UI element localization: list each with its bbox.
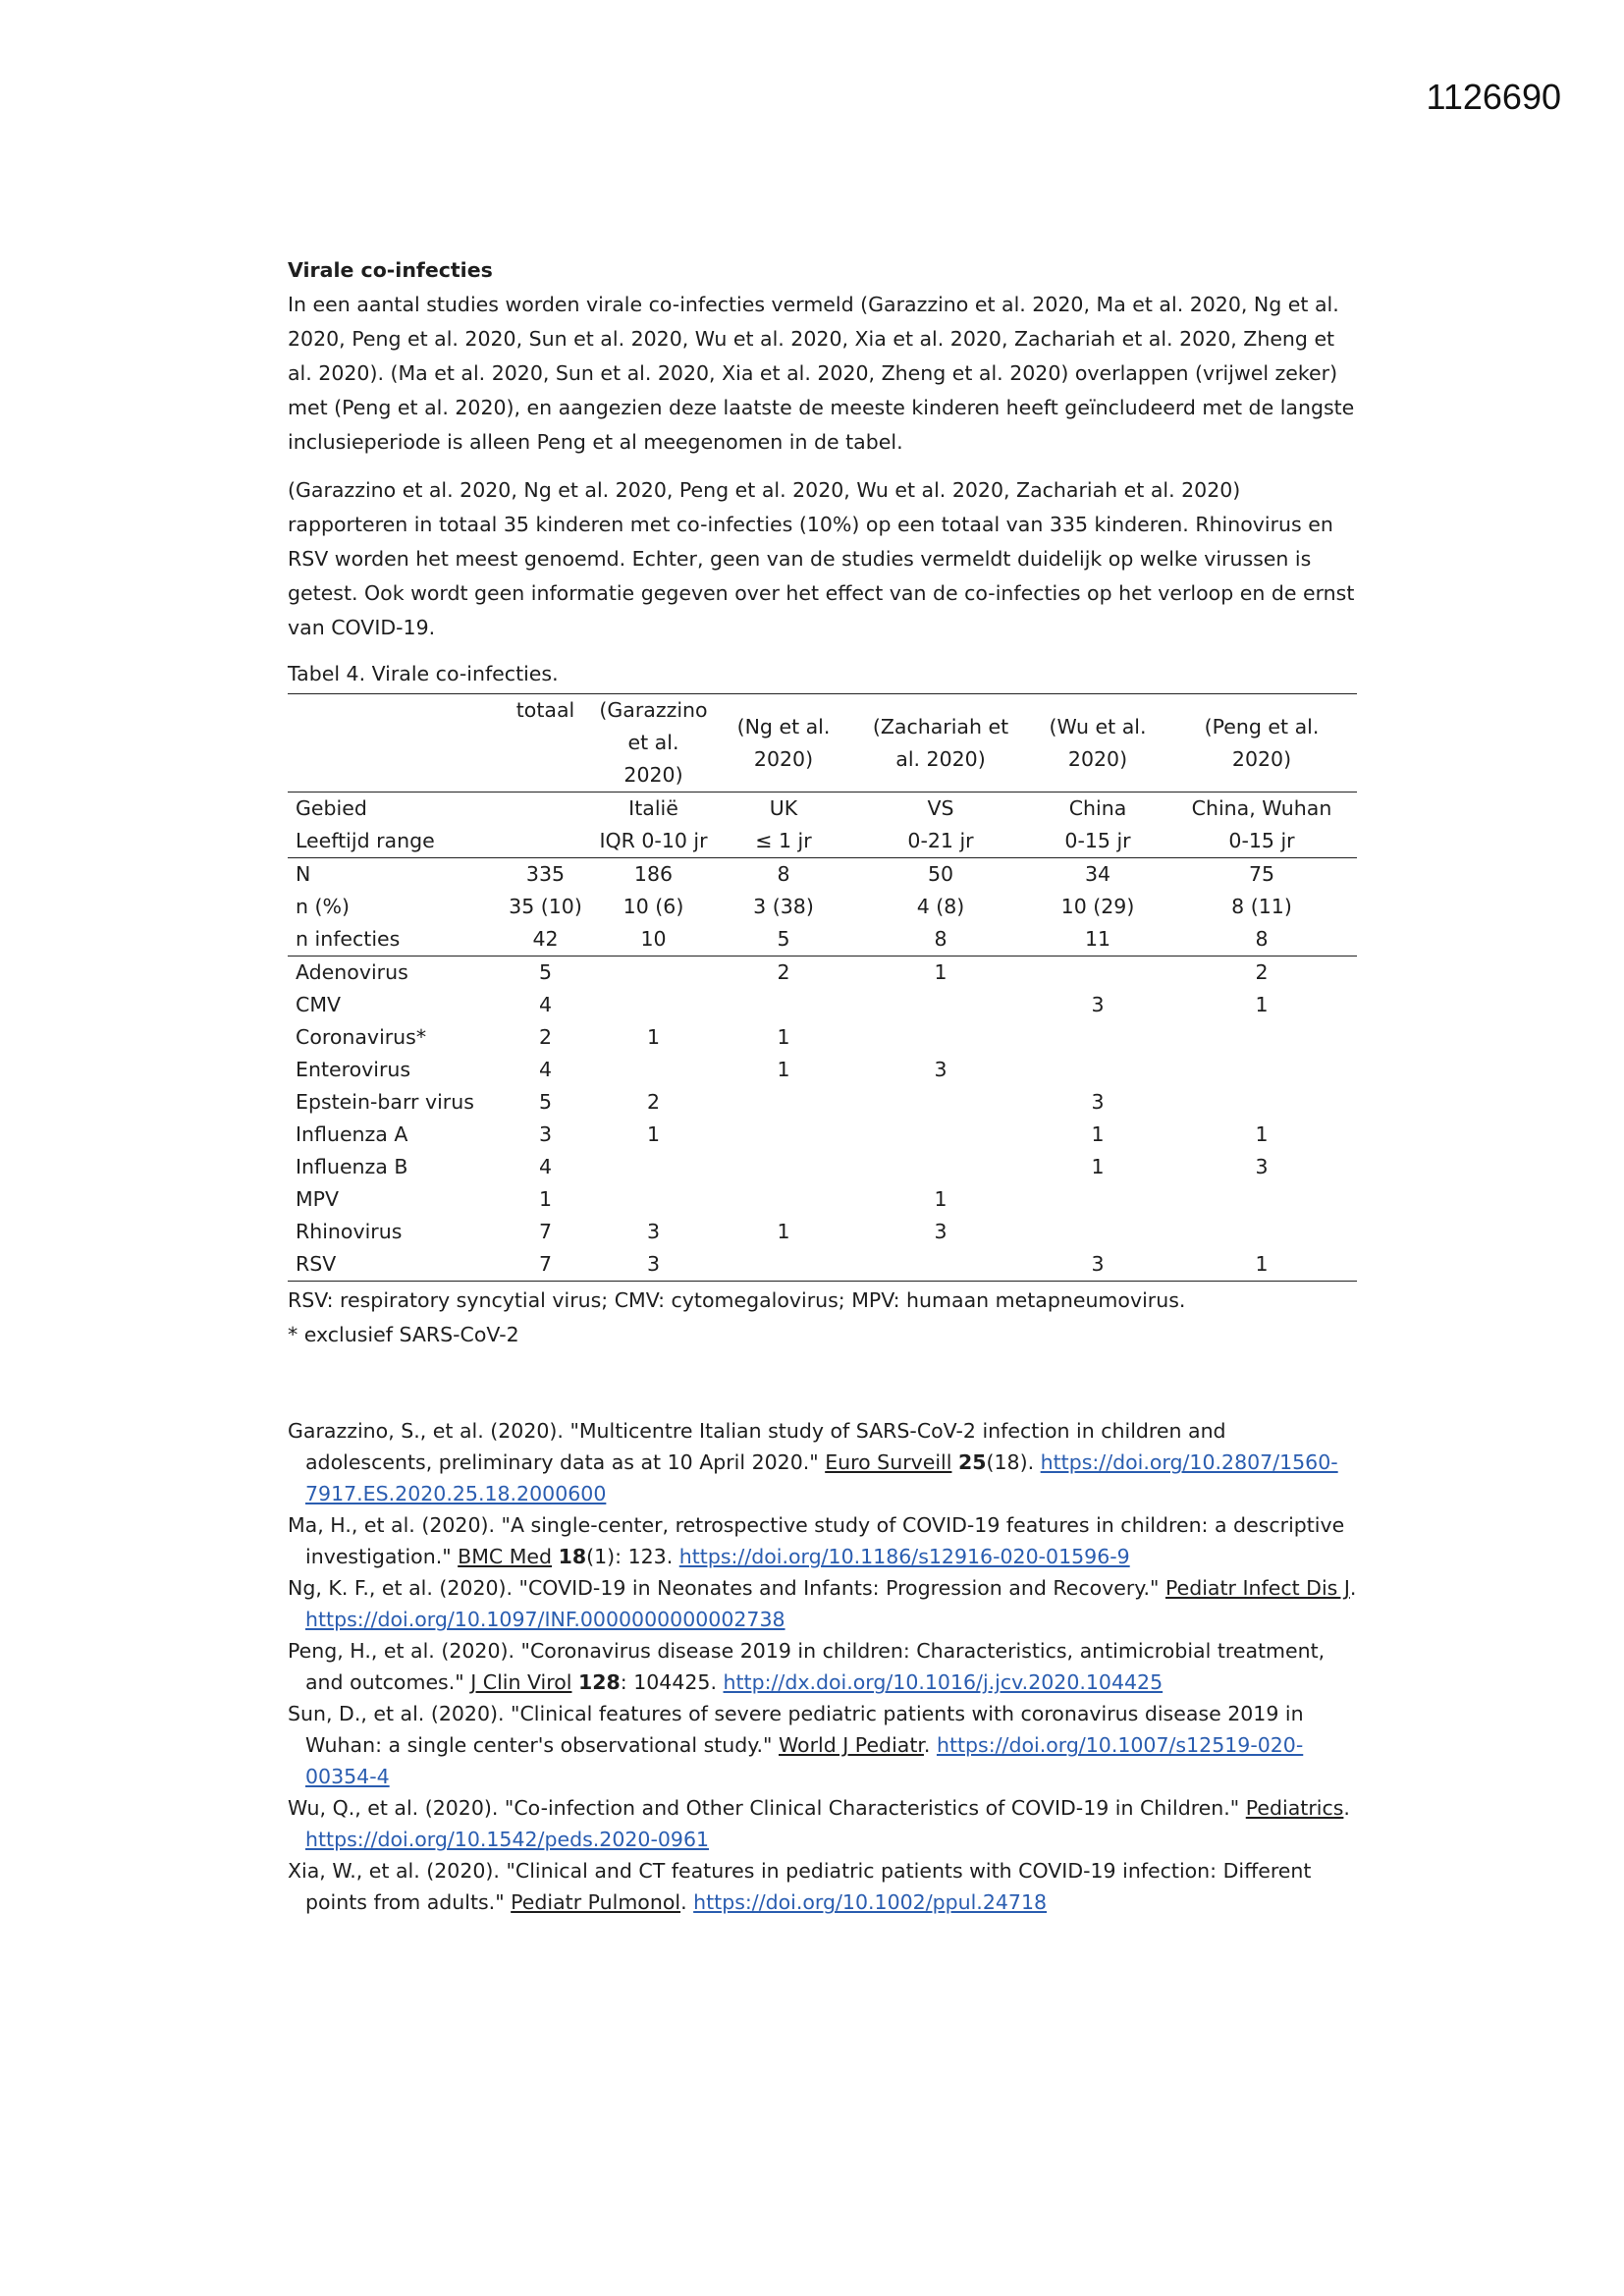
- table-cell: 8 (11): [1231, 895, 1292, 918]
- table-cell: 8: [1255, 927, 1269, 951]
- table-cell: 2: [1255, 960, 1269, 984]
- reference-text: Ma, H., et al. (2020). "A single-center, retrospective study of COVID-19 features in children: a descriptive investigation.": [288, 1513, 1345, 1568]
- reference-pages: (1): 123.: [586, 1545, 679, 1568]
- table-cell: [852, 1248, 1029, 1282]
- table-cell: [1029, 1183, 1166, 1216]
- count-rows: [288, 858, 1357, 957]
- table-cell: IQR 0-10 jr: [599, 829, 708, 852]
- reference-doi-link[interactable]: https://doi.org/10.1542/peds.2020-0961: [305, 1828, 710, 1851]
- table-cell: 3: [1091, 1252, 1105, 1276]
- reference-journal: Euro Surveill: [825, 1450, 952, 1474]
- table-cell: 4: [538, 1058, 553, 1081]
- table-row: [288, 1248, 1357, 1282]
- reference-entry: [288, 1792, 1358, 1855]
- table-cell: [592, 957, 715, 990]
- header-cell: [288, 694, 499, 793]
- row-label: CMV: [296, 993, 342, 1016]
- table-cell: [715, 989, 852, 1021]
- table-row: [288, 1216, 1357, 1248]
- table-cell: China, Wuhan: [1191, 796, 1332, 820]
- table-header-row: [288, 694, 1357, 793]
- row-label: N: [296, 862, 311, 886]
- table-cell: 5: [538, 960, 553, 984]
- table-cell: 1: [1255, 1252, 1269, 1276]
- table-cell: 5: [538, 1090, 553, 1114]
- reference-doi-link[interactable]: https://doi.org/10.1097/INF.0000000000002738: [305, 1608, 785, 1631]
- table-cell: ≤ 1 jr: [755, 829, 812, 852]
- table-cell: [715, 1086, 852, 1119]
- table-row: [288, 1119, 1357, 1151]
- table-cell: [715, 1119, 852, 1151]
- table-cell: [852, 1021, 1029, 1054]
- reference-journal: BMC Med: [458, 1545, 553, 1568]
- table-cell: [715, 1248, 852, 1282]
- page-number: 1126690: [1426, 77, 1561, 117]
- reference-text: Sun, D., et al. (2020). "Clinical features of severe pediatric patients with coronavirus disease 2019 in Wuhan: a single center's observational study.": [288, 1702, 1304, 1757]
- reference-doi-link[interactable]: https://doi.org/10.1007/s12519-020-00354-4: [305, 1733, 1304, 1788]
- table-row: [288, 858, 1357, 892]
- table-row: [288, 1183, 1357, 1216]
- table-cell: 1: [934, 1187, 947, 1211]
- reference-volume: 25: [957, 1450, 987, 1474]
- table-cell: [1166, 1183, 1357, 1216]
- table-cell: 1: [646, 1025, 661, 1049]
- reference-journal: Pediatrics: [1245, 1796, 1344, 1820]
- table-cell: 10 (6): [623, 895, 684, 918]
- reference-entry: [288, 1635, 1358, 1698]
- reference-journal: Pediatr Pulmonol: [511, 1890, 681, 1914]
- header-cell: (Zachariah et al. 2020): [872, 714, 1009, 771]
- table-cell: [852, 1086, 1029, 1119]
- row-label: Adenovirus: [296, 960, 408, 984]
- table-notes: [288, 1284, 1358, 1352]
- reference-entry: [288, 1415, 1358, 1509]
- document-body: [288, 253, 1358, 1918]
- paragraph-1: In een aantal studies worden virale co-infecties vermeld (Garazzino et al. 2020, Ma et al. 2020, Ng et al. 2020, Peng et al. 2020, Sun et al. 2020, Wu et al. 2020, Xia et al. 2020, Zachariah et al. 2020, Zheng et al. 2020). (Ma et al. 2020, Sun et al. 2020, Xia et al. 2020, Zheng et al. 2020) overlappen (vrijwel zeker) met (Peng et al. 2020), en aangezien deze laatste de meeste kinderen heeft geïncludeerd met de langste inclusieperiode is alleen Peng et al meegenomen in de tabel.: [288, 293, 1355, 454]
- table-cell: 3: [934, 1220, 947, 1243]
- table-cell: 5: [777, 927, 790, 951]
- reference-journal: World J Pediatr: [778, 1733, 924, 1757]
- viral-coinfection-table: [288, 693, 1357, 1282]
- paragraph-2: (Garazzino et al. 2020, Ng et al. 2020, Peng et al. 2020, Wu et al. 2020, Zachariah et al. 2020) rapporteren in totaal 35 kinderen met co-infecties (10%) op een totaal van 335 kinderen. Rhinovirus en RSV worden het meest genoemd. Echter, geen van de studies vermeldt duidelijk op welke virussen is getest. Ook wordt geen informatie gegeven over het effect van de co-infecties op het verloop en de ernst van COVID-19.: [288, 478, 1355, 639]
- table-cell: [852, 1119, 1029, 1151]
- table-cell: 4: [538, 1155, 553, 1178]
- table-cell: 1: [1255, 1122, 1269, 1146]
- reference-text: Ng, K. F., et al. (2020). "COVID-19 in Neonates and Infants: Progression and Recovery.": [288, 1576, 1165, 1600]
- table-cell: [1029, 957, 1166, 990]
- table-caption: Tabel 4. Virale co-infecties.: [288, 662, 559, 685]
- table-row: [288, 793, 1357, 826]
- reference-entry: [288, 1698, 1358, 1792]
- table-cell: [592, 1151, 715, 1183]
- row-label: MPV: [296, 1187, 340, 1211]
- table-cell: 3: [646, 1252, 661, 1276]
- reference-doi-link[interactable]: https://doi.org/10.1002/ppul.24718: [693, 1890, 1048, 1914]
- table-cell: 0-15 jr: [1064, 829, 1131, 852]
- table-cell: 34: [1084, 862, 1111, 886]
- table-cell: [715, 1183, 852, 1216]
- table-cell: 3: [1091, 993, 1105, 1016]
- reference-doi-link[interactable]: https://doi.org/10.1186/s12916-020-01596-9: [678, 1545, 1130, 1568]
- table-cell: 3: [538, 1122, 553, 1146]
- table-cell: 7: [538, 1252, 553, 1276]
- header-cell: (Garazzino et al. 2020): [599, 698, 708, 787]
- table-cell: [1029, 1021, 1166, 1054]
- table-cell: [715, 1151, 852, 1183]
- row-label: Leeftijd range: [296, 829, 435, 852]
- table-cell: 3: [934, 1058, 947, 1081]
- header-cell: totaal: [515, 698, 575, 722]
- reference-doi-link[interactable]: https://doi.org/10.2807/1560-7917.ES.2020.25.18.2000600: [305, 1450, 1338, 1505]
- reference-doi-link[interactable]: http://dx.doi.org/10.1016/j.jcv.2020.104425: [723, 1670, 1164, 1694]
- table-cell: [1166, 1021, 1357, 1054]
- table-cell: [1166, 1216, 1357, 1248]
- table-cell: 1: [538, 1187, 553, 1211]
- table-cell: 1: [1091, 1122, 1105, 1146]
- header-cell: (Wu et al. 2020): [1049, 714, 1147, 771]
- table-cell: [1166, 1086, 1357, 1119]
- table-cell: 1: [777, 1025, 790, 1049]
- table-row: [288, 825, 1357, 858]
- table-cell: China: [1068, 796, 1127, 820]
- reference-journal: Pediatr Infect Dis J: [1164, 1576, 1350, 1600]
- reference-pages: .: [1349, 1576, 1357, 1600]
- row-label: Enterovirus: [296, 1058, 411, 1081]
- table-cell: 11: [1084, 927, 1111, 951]
- reference-volume: 18: [558, 1545, 587, 1568]
- reference-text: Garazzino, S., et al. (2020). "Multicentre Italian study of SARS-CoV-2 infection in children and adolescents, preliminary data as at 10 April 2020.": [288, 1419, 1226, 1474]
- table-cell: 4 (8): [916, 895, 965, 918]
- reference-text: Xia, W., et al. (2020). "Clinical and CT features in pediatric patients with COVID-19 infection: Different points from adults.": [288, 1859, 1312, 1914]
- table-cell: 3: [646, 1220, 661, 1243]
- table-row: [288, 1151, 1357, 1183]
- reference-pages: (18).: [986, 1450, 1041, 1474]
- row-label: Influenza A: [296, 1122, 408, 1146]
- row-label: Coronavirus*: [296, 1025, 427, 1049]
- table-cell: VS: [927, 796, 954, 820]
- table-cell: [592, 989, 715, 1021]
- table-cell: 0-21 jr: [907, 829, 974, 852]
- table-cell: 186: [633, 862, 674, 886]
- virus-rows: [288, 957, 1357, 1282]
- reference-entry: [288, 1572, 1358, 1635]
- table-row: [288, 1054, 1357, 1086]
- row-label: Gebied: [296, 796, 367, 820]
- table-cell: 1: [1091, 1155, 1105, 1178]
- reference-text: Peng, H., et al. (2020). "Coronavirus disease 2019 in children: Characteristics, antimicrobial treatment, and outcomes.": [288, 1639, 1326, 1694]
- table-cell: UK: [769, 796, 798, 820]
- table-cell: 1: [934, 960, 947, 984]
- table-cell: [592, 1183, 715, 1216]
- table-cell: [1029, 1054, 1166, 1086]
- table-cell: 1: [1255, 993, 1269, 1016]
- table-row: [288, 923, 1357, 957]
- table-cell: 2: [777, 960, 790, 984]
- reference-pages: .: [923, 1733, 937, 1757]
- row-label: RSV: [296, 1252, 337, 1276]
- table-row: [288, 1021, 1357, 1054]
- table-cell: 8: [777, 862, 790, 886]
- table-cell: [499, 825, 592, 858]
- table-cell: 1: [777, 1058, 790, 1081]
- reference-pages: : 104425.: [620, 1670, 724, 1694]
- table-row: [288, 1086, 1357, 1119]
- table-cell: 50: [927, 862, 954, 886]
- table-cell: 2: [646, 1090, 661, 1114]
- table-row: [288, 989, 1357, 1021]
- table-row: [288, 891, 1357, 923]
- table-cell: 75: [1248, 862, 1275, 886]
- table-cell: [1029, 1216, 1166, 1248]
- table-cell: 35 (10): [509, 895, 582, 918]
- reference-entry: [288, 1509, 1358, 1572]
- table-cell: 7: [538, 1220, 553, 1243]
- table-cell: 3: [1255, 1155, 1269, 1178]
- table-cell: 10 (29): [1060, 895, 1135, 918]
- row-label: n infecties: [296, 927, 401, 951]
- table-cell: 10: [640, 927, 667, 951]
- table-cell: 1: [777, 1220, 790, 1243]
- table-cell: 8: [934, 927, 947, 951]
- table-cell: 3 (38): [753, 895, 814, 918]
- table-cell: Italië: [628, 796, 678, 820]
- reference-list: [288, 1415, 1358, 1918]
- table-cell: [852, 1151, 1029, 1183]
- table-cell: 4: [538, 993, 553, 1016]
- table-note-footnote: * exclusief SARS-CoV-2: [288, 1323, 519, 1346]
- table-cell: [592, 1054, 715, 1086]
- table-cell: [1166, 1054, 1357, 1086]
- table-cell: 42: [532, 927, 559, 951]
- row-label: Rhinovirus: [296, 1220, 403, 1243]
- section-heading: Virale co-infecties: [288, 258, 493, 282]
- table-row: [288, 957, 1357, 990]
- table-cell: 2: [538, 1025, 553, 1049]
- reference-pages: .: [680, 1890, 694, 1914]
- reference-volume: 128: [578, 1670, 621, 1694]
- table-cell: 1: [646, 1122, 661, 1146]
- header-cell: (Ng et al. 2020): [736, 714, 831, 771]
- row-label: Epstein-barr virus: [296, 1090, 474, 1114]
- table-cell: 335: [525, 862, 566, 886]
- table-note-abbreviations: RSV: respiratory syncytial virus; CMV: cytomegalovirus; MPV: humaan metapneumovirus.: [288, 1288, 1186, 1312]
- reference-journal: J Clin Virol: [470, 1670, 572, 1694]
- reference-pages: .: [1343, 1796, 1350, 1820]
- header-cell: (Peng et al. 2020): [1204, 714, 1320, 771]
- table-cell: [499, 793, 592, 826]
- row-label: Influenza B: [296, 1155, 408, 1178]
- reference-entry: [288, 1855, 1358, 1918]
- table-cell: 3: [1091, 1090, 1105, 1114]
- reference-text: Wu, Q., et al. (2020). "Co-infection and Other Clinical Characteristics of COVID-19 in Children.": [288, 1796, 1246, 1820]
- table-cell: [852, 989, 1029, 1021]
- row-label: n (%): [296, 895, 350, 918]
- table-cell: 0-15 jr: [1228, 829, 1295, 852]
